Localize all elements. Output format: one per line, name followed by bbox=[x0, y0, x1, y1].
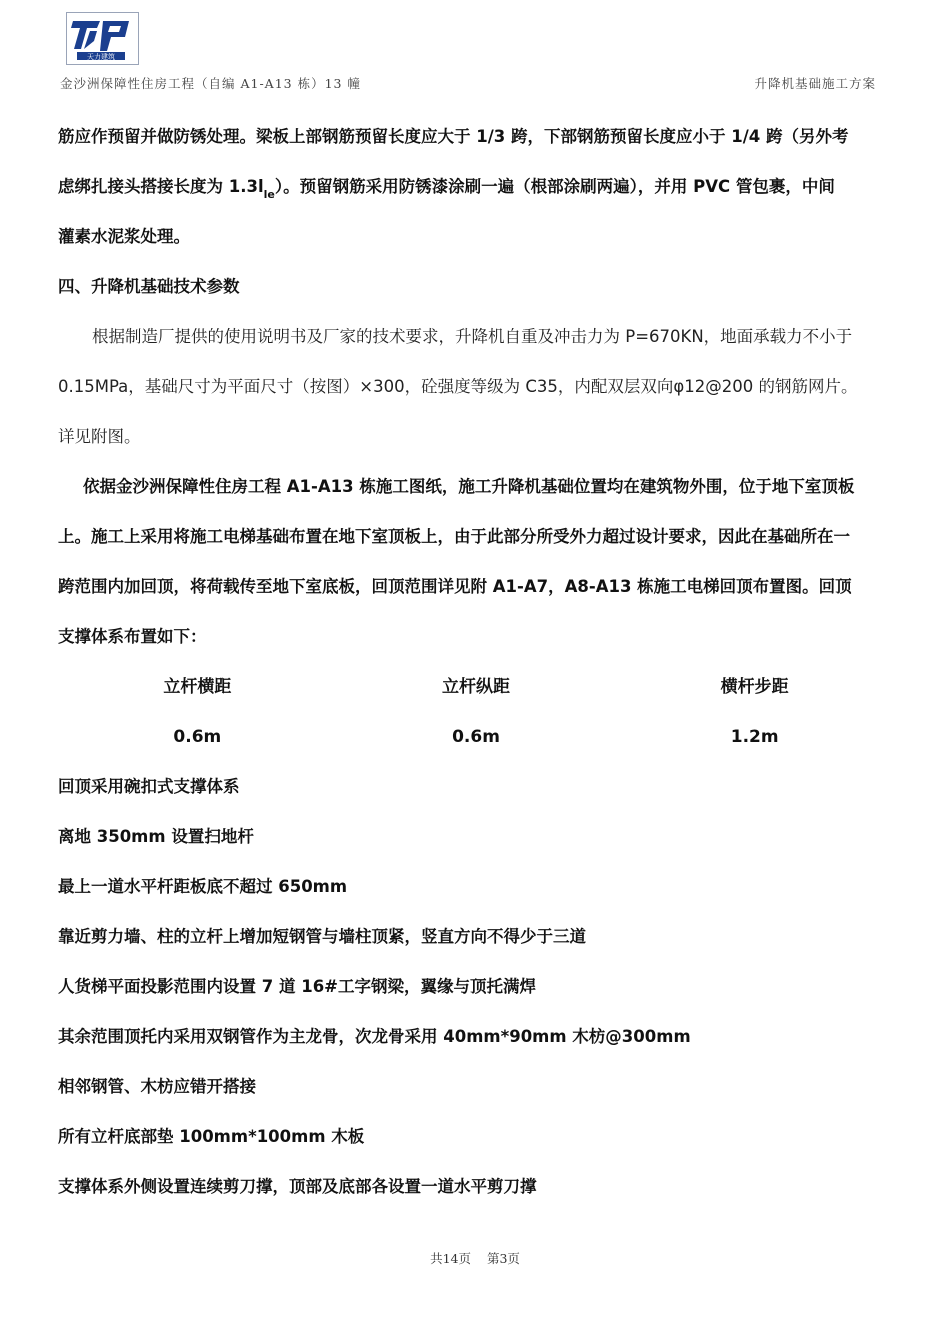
logo-text: 天力建筑 bbox=[87, 53, 115, 61]
list-item: 相邻钢管、木枋应错开搭接 bbox=[58, 1077, 256, 1096]
header-project-title: 金沙洲保障性住房工程（自编 A1-A13 栋）13 幢 bbox=[60, 76, 361, 91]
paragraph-support-line2: 上。施工上采用将施工电梯基础布置在地下室顶板上，由于此部分所受外力超过设计要求，因此在基础所在一 bbox=[58, 527, 850, 546]
list-item: 靠近剪力墙、柱的立杆上增加短钢管与墙柱顶紧，竖直方向不得少于三道 bbox=[58, 927, 586, 946]
list-item: 支撑体系外侧设置连续剪刀撑，顶部及底部各设置一道水平剪刀撑 bbox=[58, 1177, 537, 1196]
param-value-transverse-spacing: 0.6m bbox=[173, 727, 222, 747]
section-heading-4: 四、升降机基础技术参数 bbox=[58, 277, 240, 296]
total-pages: 共14页 bbox=[430, 1251, 471, 1266]
list-item: 离地 350mm 设置扫地杆 bbox=[58, 827, 254, 846]
param-value-longitudinal-spacing: 0.6m bbox=[452, 727, 500, 747]
list-item: 回顶采用碗扣式支撑体系 bbox=[58, 777, 240, 796]
param-value-step-distance: 1.2m bbox=[730, 727, 779, 747]
paragraph-support-line3: 跨范围内加回顶，将荷载传至地下室底板，回顶范围详见附 A1-A7，A8-A13 栋施工电梯回顶布置图。回顶 bbox=[58, 577, 852, 596]
current-page: 第3页 bbox=[486, 1251, 520, 1266]
company-logo bbox=[66, 12, 139, 65]
list-item: 最上一道水平杆距板底不超过 650mm bbox=[58, 877, 348, 896]
paragraph-support-line4: 支撑体系布置如下： bbox=[58, 627, 207, 646]
paragraph-params-line2: 0.15MPa，基础尺寸为平面尺寸（按图）×300，砼强度等级为 C35，内配双层双向φ12@200 的钢筋网片。 bbox=[58, 377, 858, 396]
params-table-header bbox=[58, 662, 894, 712]
param-header-step-distance: 横杆步距 bbox=[720, 677, 789, 697]
params-table-values bbox=[58, 712, 894, 762]
page-content bbox=[58, 112, 894, 1212]
param-header-longitudinal-spacing: 立杆纵距 bbox=[442, 677, 510, 697]
paragraph-rebar-line1: 筋应作预留并做防锈处理。梁板上部钢筋预留长度应大于 1/3 跨，下部钢筋预留长度应小于 1/4 跨（另外考 bbox=[58, 127, 849, 146]
header-document-title: 升降机基础施工方案 bbox=[754, 76, 876, 91]
paragraph-rebar-line2: 虑绑扎接头搭接长度为 $1.3l_{le}$）。预留钢筋采用防锈漆涂刷一遍（根部涂刷两遍），并用 PVC 管包裹，中间 bbox=[58, 177, 835, 201]
paragraph-rebar-line3: 灌素水泥浆处理。 bbox=[58, 227, 190, 246]
list-item: 其余范围顶托内采用双钢管作为主龙骨，次龙骨采用 40mm*90mm 木枋@300mm bbox=[58, 1027, 691, 1046]
list-item: 所有立杆底部垫 100mm*100mm 木板 bbox=[58, 1127, 365, 1146]
param-header-transverse-spacing: 立杆横距 bbox=[163, 677, 232, 697]
page-footer bbox=[0, 1249, 950, 1267]
list-item: 人货梯平面投影范围内设置 7 道 16#工字钢梁，翼缘与顶托满焊 bbox=[58, 977, 537, 996]
paragraph-params-line3: 详见附图。 bbox=[58, 427, 141, 446]
paragraph-params-line1: 根据制造厂提供的使用说明书及厂家的技术要求，升降机自重及冲击力为 P=670KN，地面承载力不小于 bbox=[92, 327, 853, 346]
paragraph-support-line1: 依据金沙洲保障性住房工程 A1-A13 栋施工图纸，施工升降机基础位置均在建筑物外围，位于地下室顶板 bbox=[83, 477, 855, 496]
